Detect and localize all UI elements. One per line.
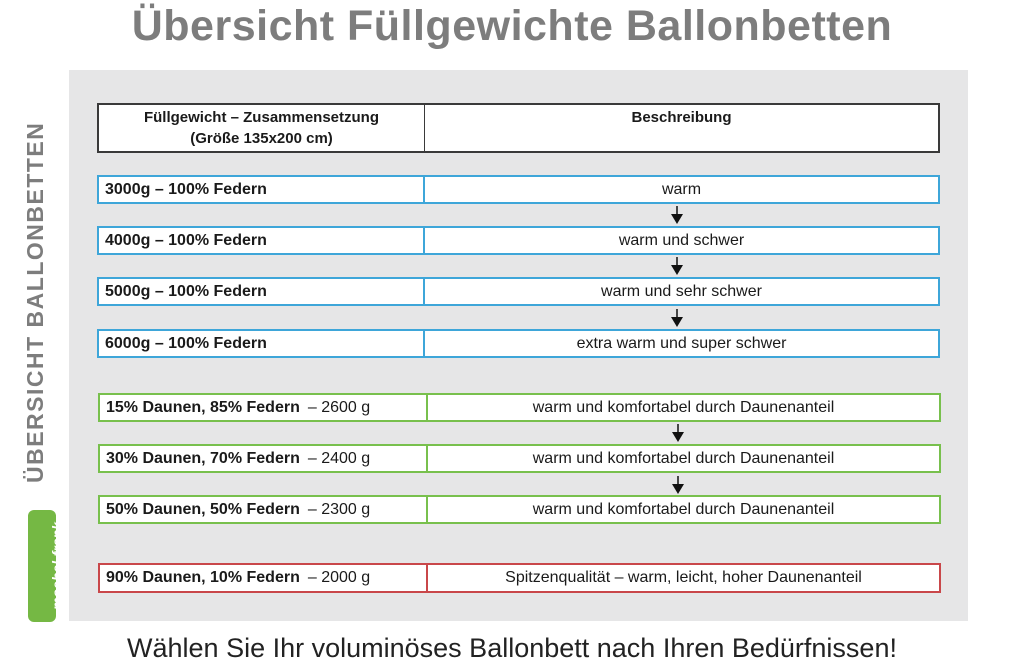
row-composition: 5000g – 100% Federn (99, 279, 425, 304)
row-weight: – 2400 g (307, 449, 371, 467)
row-description: Spitzenqualität – warm, leicht, hoher Daunenanteil (505, 569, 862, 586)
row-description: warm und komfortabel durch Daunenanteil (532, 398, 835, 416)
brand-logo (28, 510, 65, 622)
row-composition: 3000g – 100% Federn (99, 177, 425, 202)
row-composition: 6000g – 100% Federn (99, 331, 425, 356)
table-row (98, 495, 941, 524)
header-composition (99, 105, 425, 151)
row-description: extra warm und super schwer (576, 334, 787, 352)
row-weight: – 2600 g (307, 398, 371, 416)
table-row (97, 226, 940, 255)
table-row (98, 444, 941, 473)
arrow-down-icon (672, 476, 684, 494)
side-label: ÜBERSICHT BALLONBETTEN (22, 121, 48, 483)
row-description: warm und komfortabel durch Daunenanteil (532, 500, 835, 518)
arrow-down-icon (671, 309, 683, 327)
row-composition-label: 15% Daunen, 85% Federn (106, 398, 300, 416)
row-composition (100, 497, 428, 522)
row-description: warm und komfortabel durch Daunenanteil (532, 449, 835, 467)
table-row (97, 329, 940, 358)
row-weight: – 2000 g (307, 569, 371, 586)
row-composition (100, 446, 428, 471)
row-composition: 4000g – 100% Federn (99, 228, 425, 253)
row-weight: – 2300 g (307, 500, 371, 518)
table-row (98, 393, 941, 422)
row-composition (100, 565, 428, 591)
footer-tagline: Wählen Sie Ihr voluminöses Ballonbett nach Ihren Bedürfnissen! (127, 633, 897, 663)
header-composition-line1: Füllgewicht – Zusammensetzung (143, 109, 380, 126)
row-composition (100, 395, 428, 420)
row-description: warm und schwer (618, 231, 745, 249)
page-title: Übersicht Füllgewichte Ballonbetten (131, 2, 893, 50)
row-composition-label: 90% Daunen, 10% Federn (106, 569, 300, 586)
table-header (97, 103, 940, 153)
table-row (97, 277, 940, 306)
table-row (97, 175, 940, 204)
row-composition-label: 50% Daunen, 50% Federn (106, 500, 300, 518)
header-composition-line2: (Größe 135x200 cm) (190, 130, 333, 147)
logo-text: moebel-frank (49, 522, 65, 610)
row-description: warm (661, 180, 702, 198)
arrow-down-icon (672, 424, 684, 442)
row-description: warm und sehr schwer (601, 282, 762, 300)
table-row-premium (98, 563, 941, 593)
header-description: Beschreibung (631, 109, 732, 126)
arrow-down-icon (671, 257, 683, 275)
row-composition-label: 30% Daunen, 70% Federn (106, 449, 300, 467)
arrow-down-icon (671, 206, 683, 224)
